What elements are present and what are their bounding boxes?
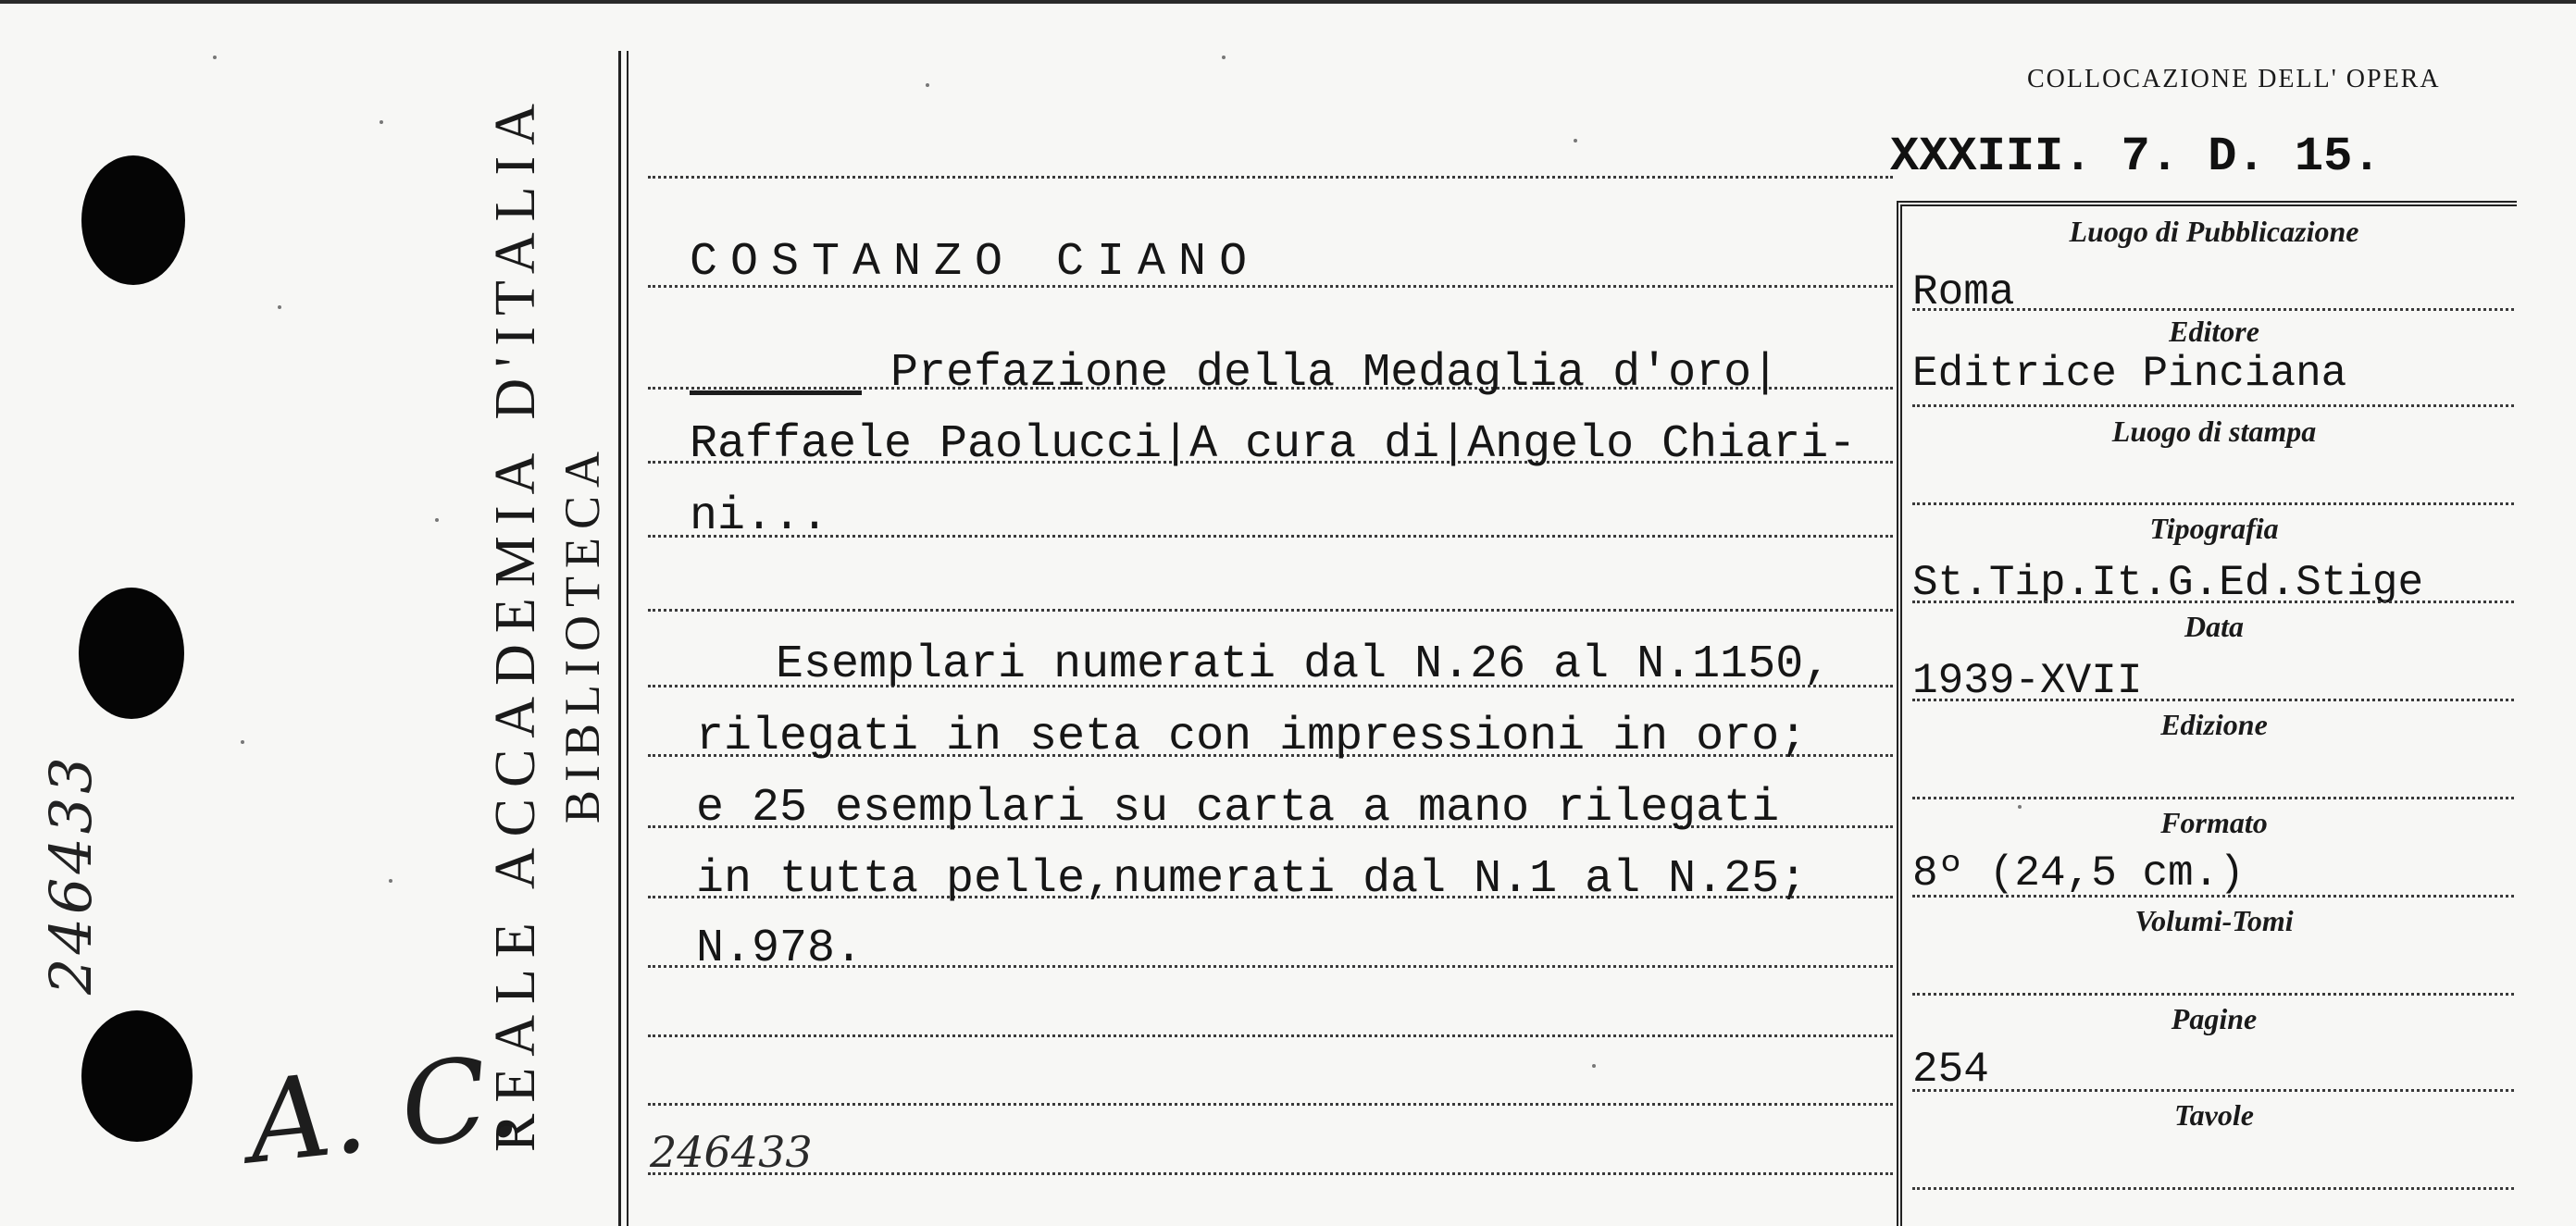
note-line-4: in tutta pelle,numerati dal N.1 al N.25; — [696, 853, 1808, 906]
rule-line — [648, 1172, 1893, 1175]
paper-speck — [380, 120, 383, 124]
field-line — [1912, 797, 2514, 799]
card-top-edge — [0, 0, 2576, 4]
punch-hole-middle — [79, 588, 184, 719]
field-label-publisher: Editore — [2169, 315, 2259, 348]
handwritten-initials: A. C. — [242, 1030, 527, 1189]
field-line — [1912, 895, 2514, 898]
note-line-5: N.978. — [696, 923, 864, 975]
punch-hole-bottom — [81, 1010, 193, 1142]
note-line-3: e 25 esemplari su carta a mano rilegati — [696, 782, 1780, 835]
margin-rule-inner — [627, 51, 628, 1226]
field-label-printer: Tipografia — [2149, 512, 2279, 545]
shelfmark-label: COLLOCAZIONE DELL' OPERA — [2027, 65, 2441, 93]
field-value-place: Roma — [1912, 268, 2015, 316]
title-line-1: Prefazione della Medaglia d'oro| — [890, 347, 1780, 400]
rule-line — [648, 1103, 1893, 1106]
punch-hole-top — [81, 155, 185, 285]
paper-speck — [926, 83, 929, 87]
field-label-edition: Edizione — [2160, 708, 2268, 741]
field-line — [1912, 699, 2514, 701]
shelfmark: XXXIII. 7. D. 15. — [1890, 130, 2382, 184]
note-line-1: Esemplari numerati dal N.26 al N.1150, — [665, 638, 1832, 691]
field-line — [1912, 1187, 2514, 1190]
author-name: COSTANZO CIANO — [690, 236, 1261, 289]
paper-speck — [1574, 139, 1577, 142]
field-value-printer: St.Tip.It.G.Ed.Stige — [1912, 559, 2424, 607]
paper-speck — [389, 879, 392, 883]
paper-speck — [213, 56, 217, 59]
paper-speck — [2018, 805, 2022, 809]
field-value-pages: 254 — [1912, 1046, 1989, 1094]
field-line — [1912, 502, 2514, 505]
field-label-date: Data — [2184, 610, 2244, 643]
field-line — [1912, 404, 2514, 407]
rule-line — [648, 1034, 1893, 1037]
rule-line — [648, 609, 1893, 612]
title-dash — [690, 390, 862, 395]
library-label: BIBLIOTECA — [554, 443, 610, 824]
field-value-publisher: Editrice Pinciana — [1912, 350, 2347, 398]
institution-label: REALE ACCADEMIA D'ITALIA — [484, 93, 547, 1152]
rule-line — [648, 535, 1893, 538]
field-line — [1912, 1089, 2514, 1092]
field-label-volumes: Volumi-Tomi — [2134, 904, 2294, 937]
field-value-date: 1939-XVII — [1912, 657, 2143, 705]
paper-speck — [435, 518, 439, 522]
field-label-plates: Tavole — [2174, 1098, 2254, 1132]
field-line — [1912, 601, 2514, 603]
paper-speck — [278, 305, 281, 309]
title-line-2: Raffaele Paolucci|A cura di|Angelo Chiari- — [690, 418, 1857, 471]
margin-rule — [618, 51, 621, 1226]
field-value-format: 8º (24,5 cm.) — [1912, 849, 2245, 898]
field-line — [1912, 993, 2514, 996]
field-label-format: Formato — [2160, 806, 2268, 839]
rule-line — [648, 176, 1893, 179]
field-line — [1912, 308, 2514, 311]
field-label-place: Luogo di Pubblicazione — [2069, 215, 2359, 248]
inventory-number-bottom: 246433 — [650, 1127, 813, 1177]
field-label-pages: Pagine — [2171, 1002, 2258, 1035]
paper-speck — [1592, 1064, 1596, 1068]
title-line-3: ni... — [690, 490, 829, 543]
paper-speck — [1222, 56, 1226, 59]
paper-speck — [241, 740, 244, 744]
note-line-2: rilegati in seta con impressioni in oro; — [696, 711, 1808, 763]
field-label-print-place: Luogo di stampa — [2111, 415, 2317, 448]
inventory-number-vertical: 246433 — [37, 753, 105, 995]
